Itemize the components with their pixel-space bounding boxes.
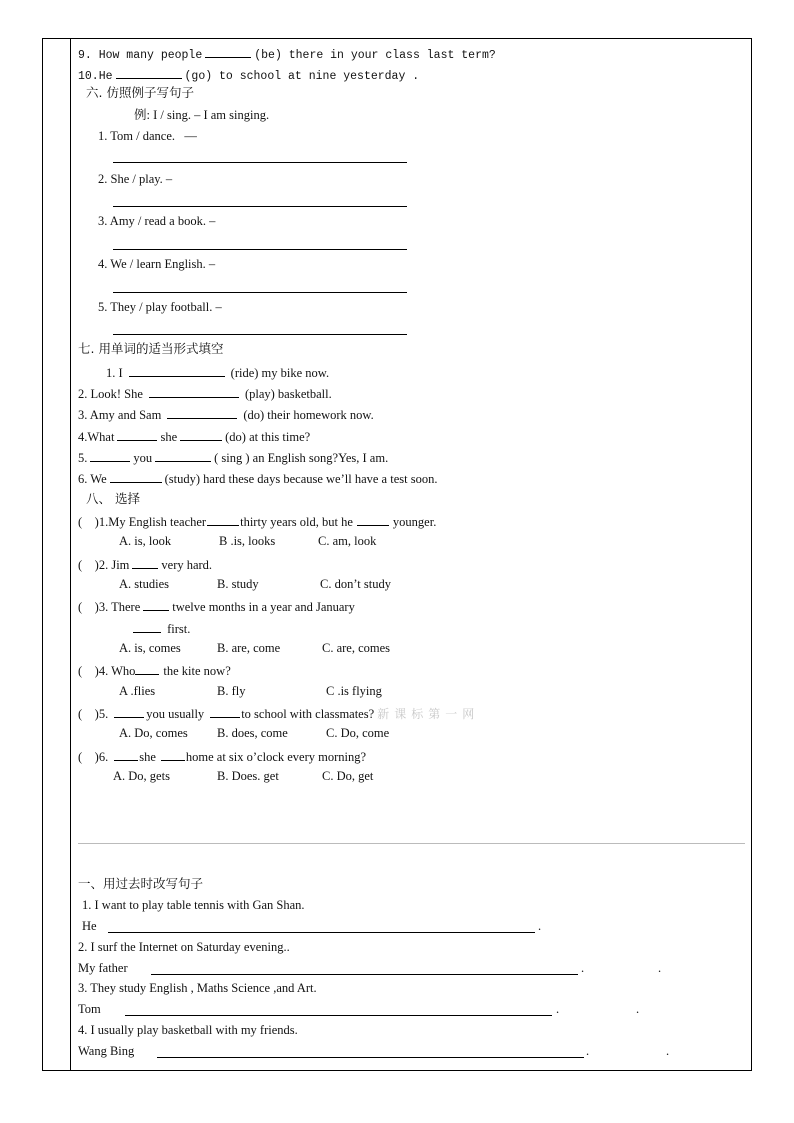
section-1-title: 一、用过去时改写句子 [78,876,204,891]
blank[interactable] [132,557,158,569]
choice-question-3: ( )3. There twelve months in a year and January [78,600,355,614]
blank[interactable] [161,749,185,761]
option-c[interactable]: C. am, look [318,534,377,548]
period-mark: . [636,1002,640,1016]
section-7-item-5: 5. you ( sing ) an English song?Yes, I am. [78,451,389,465]
question-9: 9. How many people (be) there in your class last term? [78,46,496,62]
choice-question-6: ( )6. she home at six o’clock every morning? [78,750,367,764]
blank[interactable] [155,450,211,462]
rewrite-subject-1: He [82,919,97,933]
option-c[interactable]: C .is flying [326,684,382,698]
blank[interactable] [116,67,182,79]
blank[interactable] [180,429,222,441]
option-b[interactable]: B. fly [217,684,246,698]
choice-question-5: ( )5. you usually to school with classmates? 新课标第一网 [78,707,480,721]
rewrite-sentence-3: 3. They study English , Maths Science ,and Art. [78,981,317,995]
section-7-item-2: 2. Look! She (play) basketball. [78,387,332,401]
answer-line[interactable] [151,974,578,975]
blank[interactable] [114,749,138,761]
section-8-title: 八、 选择 [86,491,140,506]
section-6-title: 六. 仿照例子写句子 [86,85,194,100]
blank[interactable] [207,514,239,526]
period-mark: . [538,919,542,933]
blank[interactable] [205,46,251,58]
section-7-item-4: 4.What she (do) at this time? [78,430,311,444]
option-b[interactable]: B. study [217,577,259,591]
blank[interactable] [129,365,225,377]
period-mark: . [658,961,662,975]
answer-line[interactable] [113,334,407,335]
section-6-item-1: 1. Tom / dance. — [98,129,197,143]
option-c[interactable]: C. don’t study [320,577,391,591]
section-6-item-4: 4. We / learn English. – [98,257,216,271]
rewrite-subject-3: Tom [78,1002,101,1016]
rewrite-subject-4: Wang Bing [78,1044,135,1058]
blank[interactable] [90,450,130,462]
worksheet-frame [42,38,752,1071]
blank[interactable] [110,471,162,483]
option-a[interactable]: A. is, look [119,534,172,548]
section-7-item-3: 3. Amy and Sam (do) their homework now. [78,408,374,422]
blank[interactable] [357,514,389,526]
option-b[interactable]: B. does, come [217,726,288,740]
blank[interactable] [143,599,169,611]
answer-line[interactable] [113,249,407,250]
blank[interactable] [117,429,157,441]
option-b[interactable]: B. Does. get [217,769,279,783]
option-a[interactable]: A. Do, comes [119,726,188,740]
section-7-item-6: 6. We (study) hard these days because we’ll have a test soon. [78,472,438,486]
answer-line[interactable] [157,1057,584,1058]
blank[interactable] [149,386,239,398]
option-c[interactable]: C. Do, come [326,726,390,740]
rewrite-subject-2: My father [78,961,128,975]
question-10: 10.He (go) to school at nine yesterday . [78,67,419,83]
rewrite-sentence-4: 4. I usually play basketball with my friends. [78,1023,298,1037]
option-a[interactable]: A .flies [119,684,156,698]
margin-column-divider [70,38,71,1071]
period-mark: . [581,961,585,975]
option-a[interactable]: A. is, comes [119,641,181,655]
period-mark: . [556,1002,560,1016]
choice-question-3-cont: first. [130,621,190,636]
rewrite-sentence-1: 1. I want to play table tennis with Gan Shan. [82,898,305,912]
section-6-item-3: 3. Amy / read a book. – [98,214,216,228]
choice-question-2: ( )2. Jim very hard. [78,558,213,572]
option-b[interactable]: B. are, come [217,641,281,655]
blank[interactable] [167,407,237,419]
blank[interactable] [135,663,159,675]
choice-question-4: ( )4. Who the kite now? [78,664,231,678]
option-b[interactable]: B .is, looks [219,534,276,548]
rewrite-sentence-2: 2. I surf the Internet on Saturday evening.. [78,940,290,954]
section-6-example: 例: I / sing. – I am singing. [134,108,270,122]
option-a[interactable]: A. Do, gets [113,769,170,783]
section-7-item-1: 1. I (ride) my bike now. [106,366,330,380]
watermark: 新课标第一网 [377,707,480,721]
option-c[interactable]: C. Do, get [322,769,374,783]
answer-line[interactable] [113,206,407,207]
blank[interactable] [114,706,144,718]
blank[interactable] [210,706,240,718]
choice-question-1: ( )1.My English teacher thirty years old, but he younger. [78,515,437,529]
answer-line[interactable] [125,1015,552,1016]
section-6-item-2: 2. She / play. – [98,172,173,186]
option-a[interactable]: A. studies [119,577,169,591]
section-7-title: 七. 用单词的适当形式填空 [78,341,224,356]
answer-line[interactable] [113,162,407,163]
section-6-item-5: 5. They / play football. – [98,300,222,314]
answer-line[interactable] [108,932,535,933]
option-c[interactable]: C. are, comes [322,641,391,655]
answer-line[interactable] [113,292,407,293]
section-separator [78,843,745,844]
blank[interactable] [133,621,161,633]
period-mark: . [586,1044,590,1058]
period-mark: . [666,1044,670,1058]
